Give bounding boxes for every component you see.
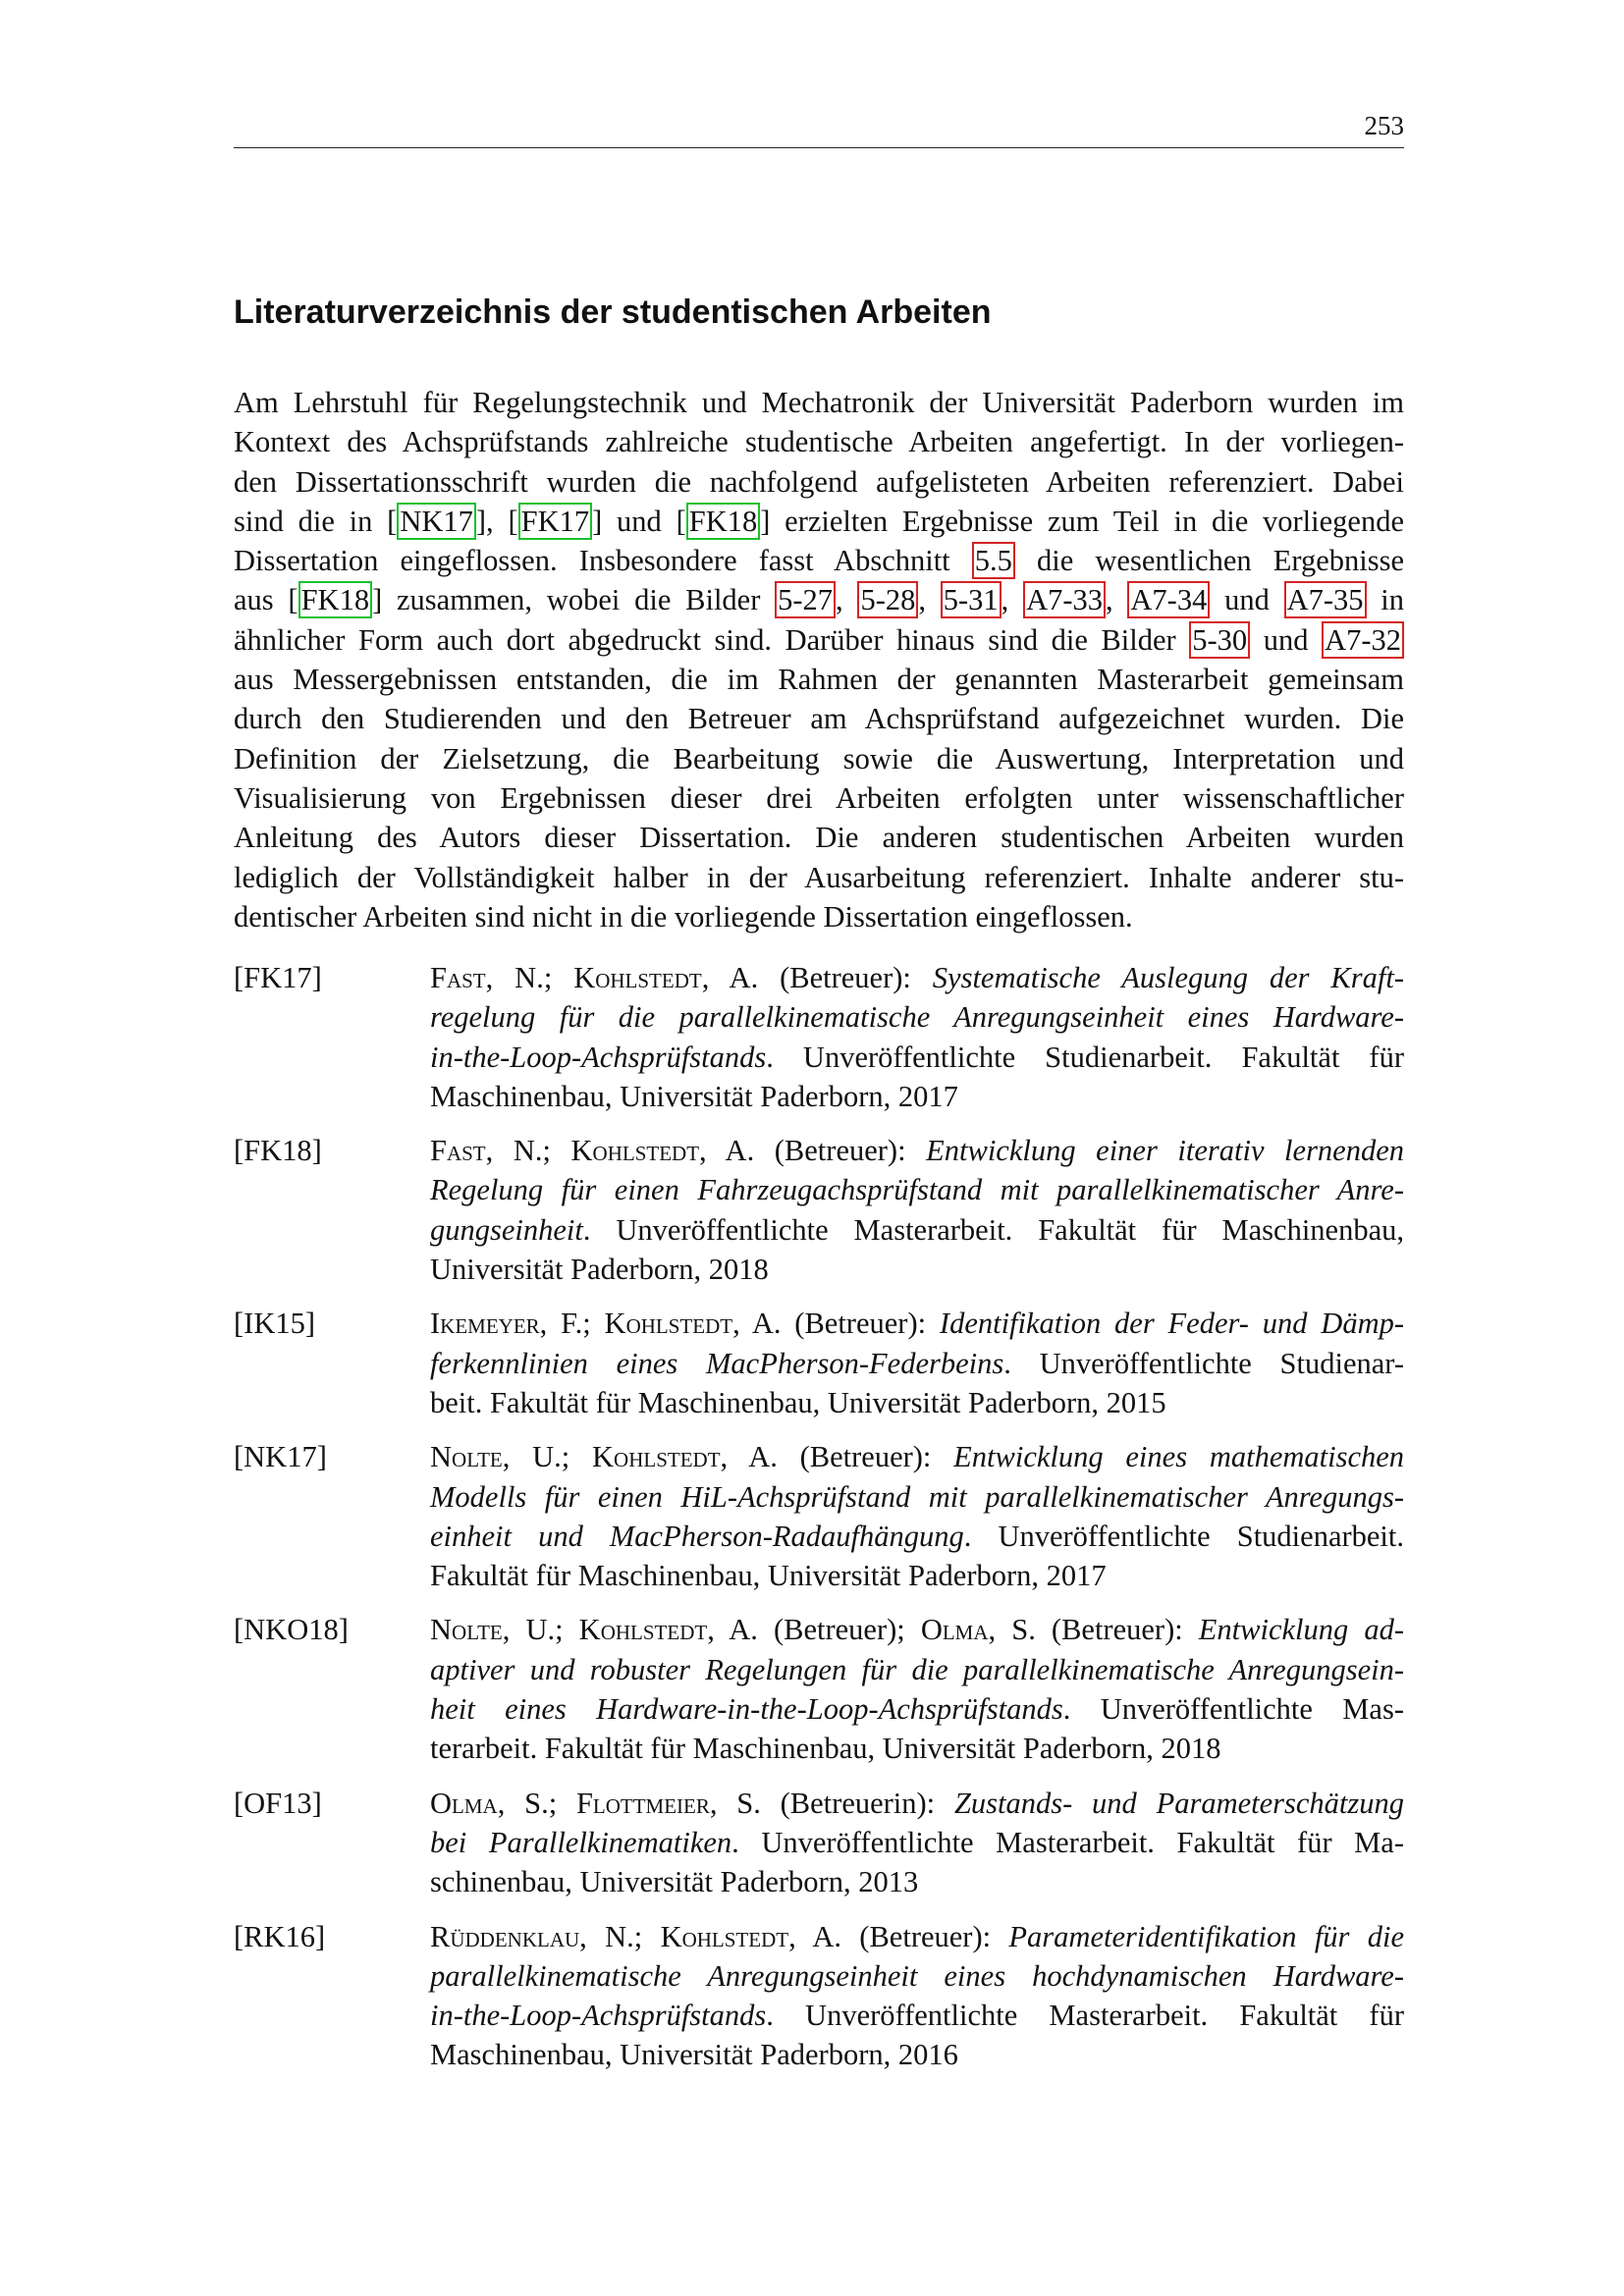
citation-line [430, 1956, 1404, 1996]
work-title: in-the-Loop-Achsprüfstands [430, 1999, 767, 2033]
author-name: Kohlstedt [660, 1919, 789, 1953]
citation-text [430, 1917, 1404, 2075]
text: , N.; [579, 1919, 661, 1953]
text: , A. (Betreuer): [701, 961, 933, 994]
text: Universität Paderborn, 2018 [430, 1253, 769, 1287]
text: Fakultät für Maschinenbau, Universität Paderborn, 2017 [430, 1559, 1107, 1593]
citation-line [430, 1250, 1404, 1289]
text: die wesentlichen Ergebnisse [1014, 544, 1404, 578]
text: sind die in [ [234, 504, 398, 538]
work-title: Zustands- und Parameterschätzung [953, 1786, 1405, 1820]
bibliography-entry [234, 1610, 1404, 1768]
citation-text [430, 958, 1404, 1116]
author-name: Flottmeier [575, 1786, 710, 1820]
text: . Unveröffentlichte Mas- [1062, 1692, 1404, 1727]
work-title: Entwicklung einer iterativ lernenden [926, 1134, 1405, 1168]
text: und [1210, 583, 1284, 617]
text: aus [ [234, 583, 298, 617]
work-title: Systematische Auslegung der Kraft- [932, 961, 1404, 994]
figure-link[interactable]: 5-28 [857, 581, 918, 618]
work-title: Modells für einen HiL-Achsprüfstand mit parallelkinematischer Anregungs- [430, 1479, 1404, 1514]
section-title: Literaturverzeichnis der studentischen Arbeiten [234, 294, 992, 331]
work-title: Parameteridentifikation für die [1008, 1919, 1405, 1953]
citation-line [430, 1610, 1404, 1649]
text: ] erzielten Ergebnisse zum Teil in die vorliegende [760, 504, 1404, 538]
author-name: Fast [430, 961, 486, 994]
citation-text [430, 1610, 1404, 1768]
text: , [1106, 583, 1128, 617]
author-name: Ikemeyer [430, 1307, 540, 1341]
text: ] zusammen, wobei die Bilder [372, 583, 776, 617]
text: in [1366, 583, 1405, 617]
bibliography-entry [234, 1304, 1404, 1422]
citation-line [430, 1996, 1404, 2035]
intro-line: Anleitung des Autors dieser Dissertation. Die anderen studentischen Arbeiten wurden [234, 821, 1404, 855]
text: , S. (Betreuer): [988, 1613, 1199, 1647]
citation-line [430, 1038, 1404, 1077]
citation-line [430, 2035, 1404, 2074]
citation-line [430, 1784, 1404, 1823]
intro-line: durch den Studierenden und den Betreuer am Achsprüfstand aufgezeichnet wurden. Die [234, 702, 1404, 736]
citation-line [430, 1650, 1404, 1689]
citation-key: [RK16] [234, 1919, 326, 1953]
text: , A. (Betreuer); [707, 1613, 921, 1647]
citation-key: [IK15] [234, 1307, 315, 1341]
citation-line [430, 997, 1404, 1037]
figure-link[interactable]: 5-27 [775, 581, 836, 618]
author-name: Kohlstedt [592, 1440, 721, 1474]
citation-link-fk18[interactable]: FK18 [686, 503, 761, 540]
section-link-5-5[interactable]: 5.5 [972, 542, 1015, 579]
citation-line [430, 1556, 1404, 1595]
citation-line [430, 1304, 1404, 1343]
text: ] und [ [592, 504, 686, 538]
figure-link[interactable]: A7-33 [1023, 581, 1106, 618]
citation-link-nk17[interactable]: NK17 [397, 503, 476, 540]
text: , N.; [485, 961, 574, 994]
intro-line: Am Lehrstuhl für Regelungstechnik und Mechatronik der Universität Paderborn wurden im [234, 386, 1404, 419]
citation-line [430, 1477, 1404, 1517]
citation-text [430, 1437, 1404, 1595]
text: , U.; [502, 1440, 593, 1474]
text: , A. (Betreuer): [699, 1134, 927, 1168]
bibliography-entry [234, 1917, 1404, 2075]
text: , U.; [502, 1613, 579, 1647]
work-title: bei Parallelkinematiken [430, 1825, 732, 1859]
text: Dissertation eingeflossen. Insbesondere fasst Abschnitt [234, 544, 972, 578]
intro-line: Visualisierung von Ergebnissen dieser drei Arbeiten erfolgten unter wissenschaftlicher [234, 780, 1404, 815]
figure-link[interactable]: A7-32 [1322, 621, 1404, 659]
text: , S. (Betreuerin): [709, 1786, 954, 1820]
bibliography-list [234, 958, 1404, 2090]
work-title: Identifikation der Feder- und Dämp- [939, 1307, 1405, 1341]
citation-line [430, 958, 1404, 997]
text: , F.; [539, 1307, 605, 1341]
figure-link[interactable]: A7-35 [1284, 581, 1367, 618]
text: , [836, 583, 858, 617]
citation-line [430, 1170, 1404, 1209]
author-name: Fast [430, 1134, 486, 1168]
figure-link[interactable]: 5-30 [1189, 621, 1250, 659]
bibliography-entry [234, 1131, 1404, 1289]
citation-key: [NK17] [234, 1440, 327, 1474]
author-name: Nolte [430, 1613, 503, 1647]
intro-line [234, 541, 1404, 580]
work-title: einheit und MacPherson-Radaufhängung [430, 1519, 964, 1553]
citation-line [430, 1862, 1404, 1901]
text: Maschinenbau, Universität Paderborn, 2017 [430, 1079, 958, 1113]
page-number: 253 [1364, 111, 1404, 140]
text: , N.; [485, 1134, 571, 1168]
citation-line [430, 1131, 1404, 1170]
citation-line [430, 1917, 1404, 1956]
text: . Unveröffentlichte Masterarbeit. Fakultät für [766, 1999, 1404, 2033]
author-name: Olma [430, 1786, 498, 1820]
figure-link[interactable]: 5-31 [941, 581, 1001, 618]
citation-key: [FK17] [234, 961, 322, 994]
citation-text [430, 1131, 1404, 1289]
intro-line: aus Messergebnissen entstanden, die im Rahmen der genannten Masterarbeit gemeinsam [234, 663, 1404, 697]
page-header [234, 110, 1404, 148]
work-title: Entwicklung eines mathematischen [953, 1440, 1405, 1474]
text: , S.; [497, 1786, 576, 1820]
text: Maschinenbau, Universität Paderborn, 2016 [430, 2038, 958, 2072]
citation-key: [NKO18] [234, 1613, 349, 1647]
intro-line: Kontext des Achsprüfstands zahlreiche studentische Arbeiten angefertigt. In der vorliegen- [234, 425, 1404, 459]
text: terarbeit. Fakultät für Maschinenbau, Universität Paderborn, 2018 [430, 1732, 1221, 1766]
author-name: Olma [920, 1613, 989, 1647]
text: schinenbau, Universität Paderborn, 2013 [430, 1865, 919, 1899]
author-name: Rüddenklau [430, 1919, 580, 1953]
citation-line [430, 1210, 1404, 1250]
citation-line [430, 1517, 1404, 1556]
author-name: Kohlstedt [604, 1307, 733, 1341]
citation-link-fk18[interactable]: FK18 [298, 581, 373, 618]
citation-line [430, 1344, 1404, 1383]
citation-text [430, 1784, 1404, 1902]
intro-line: Definition der Zielsetzung, die Bearbeitung sowie die Auswertung, Interpretation und [234, 741, 1404, 775]
citation-line [430, 1689, 1404, 1729]
citation-line [430, 1823, 1404, 1862]
citation-line [430, 1729, 1404, 1768]
text: ähnlicher Form auch dort abgedruckt sind. Darüber hinaus sind die Bilder [234, 622, 1190, 657]
work-title: regelung für die parallelkinematische Anregungseinheit eines Hardware- [430, 1000, 1404, 1035]
text: . Unveröffentlichte Studienarbeit. [963, 1519, 1404, 1553]
text: , A. (Betreuer): [788, 1919, 1009, 1953]
intro-line: lediglich der Vollständigkeit halber in der Ausarbeitung referenziert. Inhalte anderer stu- [234, 860, 1404, 894]
figure-link[interactable]: A7-34 [1127, 581, 1210, 618]
author-name: Kohlstedt [570, 1134, 700, 1168]
intro-line: dentischer Arbeiten sind nicht in die vorliegende Dissertation eingeflossen. [234, 899, 1133, 934]
citation-line [430, 1437, 1404, 1476]
work-title: Entwicklung ad- [1198, 1613, 1404, 1647]
text: und [1250, 622, 1323, 657]
author-name: Nolte [430, 1440, 503, 1474]
author-name: Kohlstedt [573, 961, 702, 994]
work-title: parallelkinematische Anregungseinheit eines hochdynamischen Hardware- [430, 1958, 1404, 1993]
citation-key: [OF13] [234, 1786, 322, 1820]
work-title: heit eines Hardware-in-the-Loop-Achsprüfstands [430, 1692, 1063, 1727]
work-title: ferkennlinien eines MacPherson-Federbeins [430, 1346, 1004, 1380]
text: . Unveröffentlichte Studienar- [1003, 1346, 1404, 1380]
author-name: Kohlstedt [578, 1613, 708, 1647]
citation-key: [FK18] [234, 1134, 322, 1168]
text: beit. Fakultät für Maschinenbau, Universität Paderborn, 2015 [430, 1385, 1166, 1419]
work-title: in-the-Loop-Achsprüfstands [430, 1040, 767, 1074]
citation-link-fk17[interactable]: FK17 [518, 503, 593, 540]
intro-line [234, 620, 1404, 660]
work-title: aptiver und robuster Regelungen für die parallelkinematische Anregungsein- [430, 1652, 1404, 1686]
text: , [1001, 583, 1024, 617]
citation-line [430, 1077, 1404, 1116]
text: , [918, 583, 941, 617]
intro-line [234, 580, 1404, 619]
citation-line [430, 1383, 1404, 1422]
intro-line: den Dissertationsschrift wurden die nachfolgend aufgelisteten Arbeiten referenziert. Dabei [234, 464, 1404, 499]
text: . Unveröffentlichte Studienarbeit. Fakultät für [766, 1040, 1404, 1074]
work-title: Regelung für einen Fahrzeugachsprüfstand mit parallelkinematischer Anre- [430, 1173, 1404, 1207]
intro-paragraph [234, 383, 1404, 936]
text: . Unveröffentlichte Masterarbeit. Fakultät für Ma- [731, 1825, 1404, 1859]
work-title: gungseinheit [430, 1212, 583, 1247]
text: ], [ [475, 504, 518, 538]
bibliography-entry [234, 1437, 1404, 1595]
citation-text [430, 1304, 1404, 1422]
bibliography-entry [234, 1784, 1404, 1902]
text: , A. (Betreuer): [732, 1307, 940, 1341]
bibliography-entry [234, 958, 1404, 1116]
text: . Unveröffentlichte Masterarbeit. Fakultät für Maschinenbau, [582, 1212, 1404, 1247]
intro-line [234, 502, 1404, 541]
text: , A. (Betreuer): [720, 1440, 954, 1474]
